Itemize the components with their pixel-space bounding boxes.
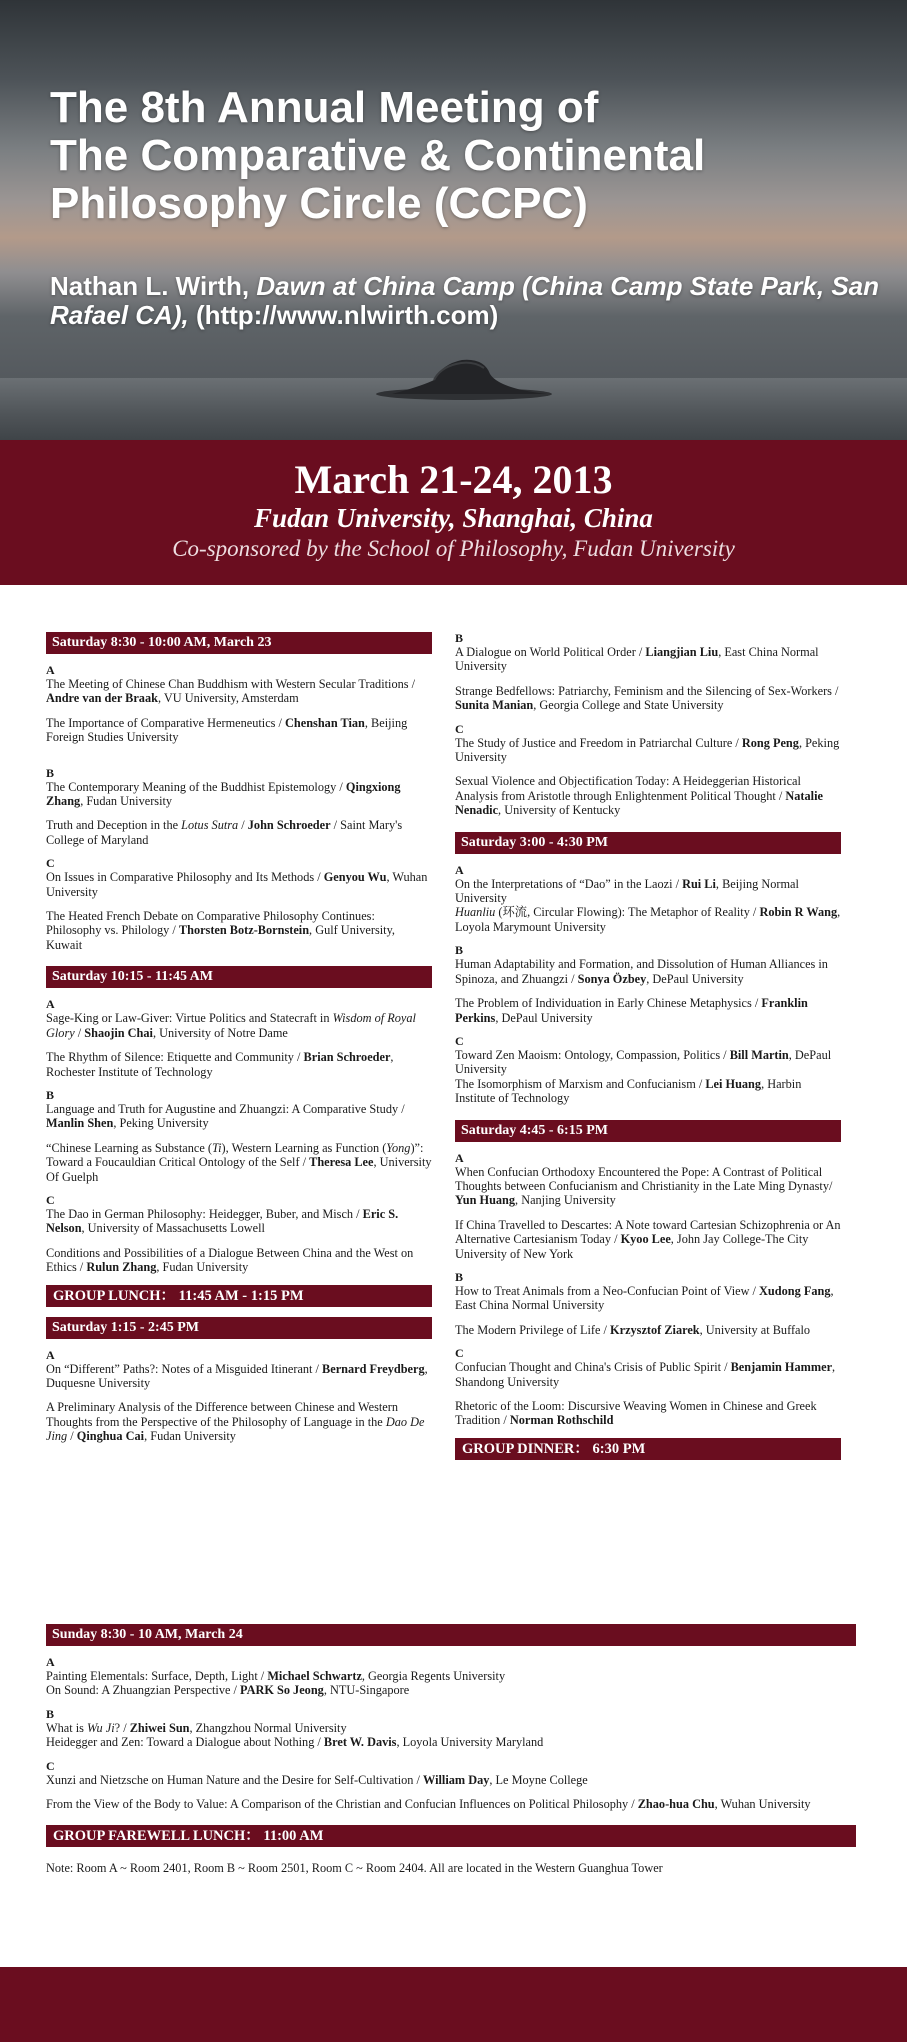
room-label: B <box>455 631 464 645</box>
footer-bar <box>0 1967 907 2042</box>
talk: Toward Zen Maoism: Ontology, Compassion, Politics / Bill Martin, DePaul University <box>455 1047 832 1077</box>
author: Robin R Wang <box>759 905 838 920</box>
room-label: C <box>46 1192 55 1207</box>
room-label: B <box>455 1269 464 1284</box>
cosponsor: Co-sponsored by the School of Philosophy, Fudan University <box>172 536 735 561</box>
session-header: Saturday 1:15 - 2:45 PM <box>46 1317 432 1339</box>
talk: Sexual Violence and Objectification Today: A Heideggerian Historical Analysis from Aristotle through Enlightenment Political Thought / Natalie Nenadic, University of Kentucky <box>455 774 823 818</box>
author: Qinghua Cai <box>76 1429 145 1444</box>
talk: Huanliu (环流, Circular Flowing): The Metaphor of Reality / Robin R Wang, Loyola Marymount University <box>455 905 841 934</box>
author: Kyoo Lee <box>620 1232 671 1247</box>
event-title <box>50 84 705 228</box>
date-banner <box>0 440 907 585</box>
schedule-right-column <box>455 632 841 1470</box>
author: Manlin Shen <box>46 1116 114 1131</box>
author: Theresa Lee <box>309 1155 374 1170</box>
author: Qingxiong Zhang <box>46 779 401 809</box>
talk: The Contemporary Meaning of the Buddhist Epistemology / Qingxiong Zhang, Fudan University <box>46 779 401 809</box>
room-label: A <box>46 1347 55 1362</box>
author: Chenshan Tian <box>285 715 365 730</box>
talk: The Study of Justice and Freedom in Patriarchal Culture / Rong Peng, Peking University <box>455 735 840 765</box>
group-dinner-bar: GROUP DINNER： 6:30 PM <box>455 1438 841 1460</box>
session-header: Saturday 4:45 - 6:15 PM <box>455 1120 841 1142</box>
talk: The Importance of Comparative Hermeneutics / Chenshan Tian, Beijing Foreign Studies University <box>46 715 408 745</box>
author: Natalie Nenadic <box>455 788 823 818</box>
talk: Conditions and Possibilities of a Dialogue Between China and the West on Ethics / Rulun Zhang, Fudan University <box>46 1245 414 1275</box>
hero-photo <box>0 0 907 440</box>
talk: Confucian Thought and China's Crisis of Public Spirit / Benjamin Hammer, Shandong University <box>455 1360 836 1389</box>
author: Eric S. Nelson <box>46 1206 399 1236</box>
talk: Strange Bedfellows: Patriarchy, Feminism and the Silencing of Sex-Workers / Sunita Manian, Georgia College and State University <box>455 683 839 713</box>
talk: From the View of the Body to Value: A Comparison of the Christian and Confucian Influences on Political Philosophy / Zhao-hua Chu, Wuhan University <box>46 1797 811 1812</box>
title-line-1: The 8th Annual Meeting of <box>50 83 599 132</box>
room-label: A <box>46 1655 55 1669</box>
talk: A Preliminary Analysis of the Difference between Chinese and Western Thoughts from the Perspective of the Philosophy of Language in the Dao De Jing / Qinghua Cai, Fudan University <box>46 1400 425 1444</box>
author: Andre van der Braak <box>46 691 158 706</box>
author: Genyou Wu <box>323 870 387 885</box>
talk: On the Interpretations of “Dao” in the Laozi / Rui Li, Beijing Normal University <box>455 876 799 906</box>
author: Zhao-hua Chu <box>637 1797 715 1812</box>
event-venue: Fudan University, Shanghai, China <box>254 503 653 533</box>
author: Sunita Manian <box>455 698 534 713</box>
author: Shaojin Chai <box>84 1025 153 1040</box>
room-label: B <box>455 943 464 958</box>
talk: The Heated French Debate on Comparative Philosophy Continues: Philosophy vs. Philology / Thorsten Botz-Bornstein, Gulf University, Kuwait <box>46 909 395 952</box>
author: Sonya Özbey <box>577 971 647 986</box>
talk: A Dialogue on World Political Order / Liangjian Liu, East China Normal University <box>455 645 819 674</box>
room-label: C <box>46 1758 55 1773</box>
author: William Day <box>423 1772 490 1787</box>
session-header: Saturday 3:00 - 4:30 PM <box>455 832 841 854</box>
author: Rui Li <box>682 876 716 891</box>
author: John Schroeder <box>247 818 331 833</box>
talk: “Chinese Learning as Substance (Ti), Western Learning as Function (Yong)”: Toward a Foucauldian Critical Ontology of the Self / Theresa Lee, University Of Guelph <box>46 1140 432 1184</box>
talk: On “Different” Paths?: Notes of a Misguided Itinerant / Bernard Freydberg, Duquesne University <box>46 1361 428 1390</box>
room-label: A <box>46 997 55 1012</box>
talk: If China Travelled to Descartes: A Note toward Cartesian Schizophrenia or An Alternative Cartesianism Today / Kyoo Lee, John Jay College-The City University of New York <box>455 1217 841 1261</box>
title-line-2: The Comparative & Continental <box>50 131 706 180</box>
talk: Xunzi and Nietzsche on Human Nature and the Desire for Self-Cultivation / William Day, Le Moyne College <box>46 1772 588 1787</box>
author: Brian Schroeder <box>303 1050 391 1065</box>
room-label: C <box>455 1346 464 1361</box>
author: PARK So Jeong <box>240 1683 324 1698</box>
author: Bret W. Davis <box>323 1735 397 1750</box>
session-header: Sunday 8:30 - 10 AM, March 24 <box>46 1624 856 1646</box>
author: Liangjian Liu <box>645 645 719 659</box>
talk: The Meeting of Chinese Chan Buddhism with Western Secular Traditions / Andre van der Braak, VU University, Amsterdam <box>46 677 416 706</box>
room-label: C <box>46 856 55 871</box>
schedule-left-column <box>46 632 432 1454</box>
talk: On Sound: A Zhuangzian Perspective / PARK So Jeong, NTU-Singapore <box>46 1683 410 1698</box>
room-label: C <box>455 721 464 736</box>
room-label: A <box>455 1150 464 1165</box>
event-dates: March 21-24, 2013 <box>294 457 613 502</box>
title-line-3: Philosophy Circle (CCPC) <box>50 179 588 228</box>
talk: Truth and Deception in the Lotus Sutra / John Schroeder / Saint Mary's College of Maryland <box>46 818 403 847</box>
author: Bill Martin <box>729 1047 789 1062</box>
talk: The Modern Privilege of Life / Krzysztof Ziarek, University at Buffalo <box>455 1322 811 1337</box>
photo-title: Dawn at China Camp (China Camp State Park, San Rafael CA), <box>50 271 880 330</box>
sunday-schedule <box>46 1624 856 1875</box>
talk: Heidegger and Zen: Toward a Dialogue about Nothing / Bret W. Davis, Loyola University Maryland <box>46 1735 544 1750</box>
talk: Human Adaptability and Formation, and Dissolution of Human Alliances in Spinoza, and Zhuangzi / Sonya Özbey, DePaul University <box>455 957 828 986</box>
author: Lei Huang <box>705 1076 762 1091</box>
author: Michael Schwartz <box>267 1669 362 1683</box>
room-label: A <box>455 862 464 877</box>
session-header: Saturday 8:30 - 10:00 AM, March 23 <box>46 632 432 654</box>
room-label: B <box>46 1706 55 1721</box>
room-label: B <box>46 765 55 780</box>
author: Rong Peng <box>741 735 799 750</box>
island-illustration <box>372 350 552 402</box>
photo-url[interactable]: (http://www.nlwirth.com) <box>195 300 499 330</box>
author: Rulun Zhang <box>86 1260 157 1275</box>
talk: The Isomorphism of Marxism and Confucianism / Lei Huang, Harbin Institute of Technology <box>455 1076 802 1106</box>
session-header: Saturday 10:15 - 11:45 AM <box>46 966 432 988</box>
talk: How to Treat Animals from a Neo-Confucian Point of View / Xudong Fang, East China Normal University <box>455 1283 834 1313</box>
talk: Rhetoric of the Loom: Discursive Weaving Women in Chinese and Greek Tradition / Norman Rothschild <box>455 1399 817 1428</box>
talk: The Rhythm of Silence: Etiquette and Community / Brian Schroeder, Rochester Institute of Technology <box>46 1050 394 1079</box>
author: Bernard Freydberg <box>322 1361 425 1376</box>
talk: The Dao in German Philosophy: Heidegger, Buber, and Misch / Eric S. Nelson, University of Massachusetts Lowell <box>46 1206 399 1236</box>
author: Xudong Fang <box>759 1283 831 1298</box>
group-farewell-lunch-bar: GROUP FAREWELL LUNCH： 11:00 AM <box>46 1825 856 1847</box>
room-note: Note: Room A ~ Room 2401, Room B ~ Room 2501, Room C ~ Room 2404. All are located in the Western Guanghua Tower <box>46 1861 663 1876</box>
talk: When Confucian Orthodoxy Encountered the Pope: A Contrast of Political Thoughts between Confucianism and Christianity in the Late Ming Dynasty/ Yun Huang, Nanjing University <box>455 1164 833 1208</box>
talk: Language and Truth for Augustine and Zhuangzi: A Comparative Study / Manlin Shen, Peking University <box>46 1101 405 1131</box>
author: Thorsten Botz-Bornstein <box>178 923 310 938</box>
author: Franklin Perkins <box>455 996 808 1025</box>
talk: Painting Elementals: Surface, Depth, Light / Michael Schwartz, Georgia Regents University <box>46 1669 506 1683</box>
author: Norman Rothschild <box>509 1413 614 1428</box>
group-lunch-bar: GROUP LUNCH： 11:45 AM - 1:15 PM <box>46 1285 432 1307</box>
author: Yun Huang <box>455 1193 516 1208</box>
author: Zhiwei Sun <box>129 1720 190 1735</box>
photo-credit <box>50 272 890 330</box>
talk: The Problem of Individuation in Early Chinese Metaphysics / Franklin Perkins, DePaul University <box>455 996 808 1025</box>
photographer-name: Nathan L. Wirth, <box>50 271 250 301</box>
room-label: A <box>46 663 55 677</box>
talk: Sage-King or Law-Giver: Virtue Politics and Statecraft in Wisdom of Royal Glory / Shaojin Chai, University of Notre Dame <box>46 1011 416 1040</box>
talk: What is Wu Ji? / Zhiwei Sun, Zhangzhou Normal University <box>46 1720 347 1735</box>
room-label: B <box>46 1087 55 1102</box>
author: Benjamin Hammer <box>730 1360 833 1375</box>
author: Krzysztof Ziarek <box>610 1322 700 1337</box>
room-label: C <box>455 1033 464 1048</box>
talk: On Issues in Comparative Philosophy and Its Methods / Genyou Wu, Wuhan University <box>46 870 428 899</box>
